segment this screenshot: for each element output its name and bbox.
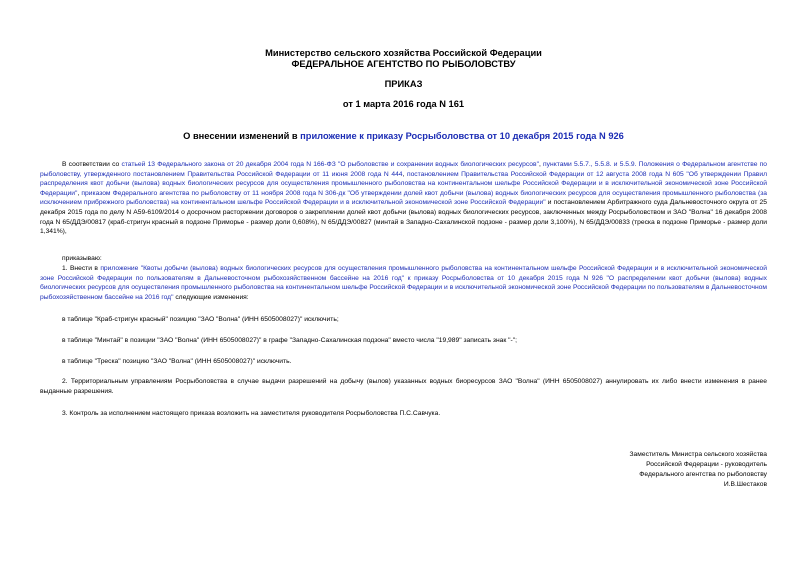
resolution-link[interactable]: постановлением Правительства Российской Федерации от 12 августа 2008 года N 605 "Об утверждении Правил распределения квот добычи (вылова) водных биологических ресурсов для осуществления промышленного рыболовства на континентальном шельфе Российской Федерации и в исключительной экономической зоне Российской Федерации" [40, 170, 767, 197]
preamble-text: В соответствии со [62, 161, 122, 168]
item2-paragraph: 2. Территориальным управлениям Росрыболовства в случае выдачи разрешений на добычу (вылов) указанных водных биоресурсов ЗАО "Волна" (ИНН 6505008027) аннулировать их либо внести изменения в ранее выданные разрешения. [40, 378, 767, 395]
doc-date: от 1 марта 2016 года N 161 [342, 99, 465, 109]
signatory-name: И.В.Шестаков [723, 481, 767, 488]
preamble-paragraph [40, 160, 767, 237]
item3-paragraph: 3. Контроль за исполнением настоящего приказа возложить на заместителя руководителя Росрыболовства П.С.Савчука. [62, 410, 441, 417]
signature-line: Федерального агентства по рыболовству [639, 471, 767, 478]
title-link[interactable]: приложение к приказу Росрыболовства от 10 декабря 2015 года N 926 [300, 131, 624, 141]
doc-title [0, 131, 807, 142]
law-link[interactable]: статьей 13 Федерального закона от 20 декабря 2004 года N 166-ФЗ "О рыболовстве и сохранении водных биологических ресурсов" [121, 161, 539, 168]
order-link[interactable]: приказом Федерального агентства по рыболовству от 11 ноября 2008 года N 306-дк "Об утверждении долей квот добычи (вылова) водных биологических ресурсов для осуществления промышленного рыболовства (за исключением прибрежного рыболовства) на континентальном шельфе Российской Федерации и в исключительной экономической зоне Российской Федерации" [40, 189, 768, 207]
preamble-text: , [538, 161, 544, 168]
agency-heading: ФЕДЕРАЛЬНОЕ АГЕНТСТВО ПО РЫБОЛОВСТВУ [291, 59, 516, 69]
appendix-link[interactable]: приложение "Квоты добычи (вылова) водных биологических ресурсов для осуществления промышленного рыболовства на континентальном шельфе Российской Федерации и в исключительной экономической зоне Российской Федерации по пользователям в Дальневосточном рыбохозяйственном бассейне на 2016 год" к приказу Росрыболовства от 10 декабря 2015 года N 926 "О распределении квот добычи (вылова) водных биологических ресурсов для осуществления промышленного рыболовства на континентальном шельфе Российской Федерации и в исключительной экономической зоне Российской Федерации по пользователям в Дальневосточном рыбохозяйственном бассейне на 2016 год" [40, 265, 767, 301]
change-item: в таблице "Минтай" в позиции "ЗАО "Волна" (ИНН 6505008027)" в графе "Западно-Сахалинская подзона" вместо числа "19,989" записать знак "-"; [62, 337, 517, 344]
title-prefix: О внесении изменений в [183, 131, 301, 141]
signature-line: Заместитель Министра сельского хозяйства [629, 451, 767, 458]
preamble-text: , [402, 170, 407, 178]
doc-type: ПРИКАЗ [384, 79, 423, 89]
order-word: приказываю: [62, 255, 102, 262]
change-item: в таблице "Треска" позицию "ЗАО "Волна" (ИНН 6505008027)" исключить. [62, 358, 292, 365]
regulation-link[interactable]: пунктами 5.5.7., 5.5.8. и 5.5.9. Положения о Федеральном агентстве по рыболовству, утвержденного постановлением Правительства Российской Федерации от 11 июня 2008 года N 444 [40, 161, 767, 178]
item1-paragraph [40, 264, 767, 302]
preamble-text: , [77, 189, 82, 197]
ministry-heading: Министерство сельского хозяйства Российской Федерации [265, 48, 542, 58]
signature-line: Российской Федерации - руководитель [646, 461, 767, 468]
change-item: в таблице "Краб-стригун красный" позицию "ЗАО "Волна" (ИНН 6505008027)" исключить; [62, 316, 339, 323]
item1-text: следующие изменения: [173, 293, 249, 301]
preamble-text: и постановлением Арбитражного суда Дальневосточного округа от 25 декабря 2015 года по делу N А59-6109/2014 о досрочном расторжении договоров о закреплении долей квот добычи (вылова) водных биологических ресурсов, заключенных между Росрыболовством и ЗАО "Волна" 16 декабря 2008 года N 65/ДДЭ/00817 (краб-стригун красный в подзоне Приморье - размер доли 0,608%), N 65/ДДЭ/00827 (минтай в Западно-Сахалинской подзоне - размер доли 3,100%), N 65/ДДЭ/00833 (треска в подзоне Приморье - размер доли 1,341%), [40, 199, 767, 236]
item1-text: 1. Внести в [62, 265, 101, 272]
